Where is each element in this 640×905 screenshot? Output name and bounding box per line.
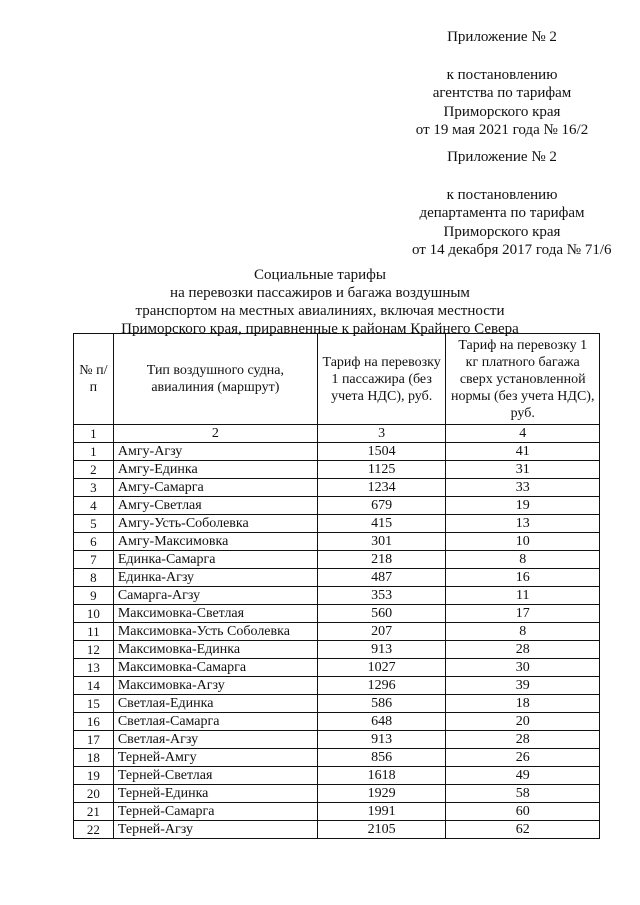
table-row [74, 659, 600, 677]
route-cell: Терней-Единка [113, 785, 317, 803]
passenger-tariff-cell: 913 [317, 641, 446, 659]
row-number: 2 [74, 461, 114, 479]
row-number: 12 [74, 641, 114, 659]
appendix-line: от 14 декабря 2017 года № 71/6 [412, 242, 612, 258]
passenger-tariff-cell: 415 [317, 515, 446, 533]
passenger-tariff-cell: 218 [317, 551, 446, 569]
table-row [74, 821, 600, 839]
row-number: 7 [74, 551, 114, 569]
passenger-tariff-cell: 1125 [317, 461, 446, 479]
baggage-tariff-cell: 17 [446, 605, 600, 623]
column-number: 2 [113, 425, 317, 443]
route-cell: Терней-Агзу [113, 821, 317, 839]
baggage-tariff-cell: 60 [446, 803, 600, 821]
passenger-tariff-cell: 353 [317, 587, 446, 605]
baggage-tariff-cell: 13 [446, 515, 600, 533]
baggage-tariff-cell: 58 [446, 785, 600, 803]
route-cell: Светлая-Единка [113, 695, 317, 713]
appendix-line: Приморского края [443, 103, 561, 120]
row-number: 15 [74, 695, 114, 713]
baggage-tariff-cell: 18 [446, 695, 600, 713]
title-line: Социальные тарифы [254, 267, 386, 283]
title-line: на перевозки пассажиров и багажа воздушным [170, 285, 470, 301]
route-cell: Максимовка-Агзу [113, 677, 317, 695]
table-row [74, 551, 600, 569]
route-cell: Амгу-Усть-Соболевка [113, 515, 317, 533]
row-number: 14 [74, 677, 114, 695]
header-passenger-tariff: Тариф на перевозку 1 пассажира (без учета НДС), руб. [317, 334, 446, 425]
row-number: 21 [74, 803, 114, 821]
baggage-tariff-cell: 20 [446, 713, 600, 731]
table-row [74, 461, 600, 479]
row-number: 17 [74, 731, 114, 749]
baggage-tariff-cell: 10 [446, 533, 600, 551]
header-baggage-tariff: Тариф на перевозку 1 кг платного багажа сверх установленной нормы (без учета НДС), руб. [446, 334, 600, 425]
row-number: 5 [74, 515, 114, 533]
route-cell: Максимовка-Самарга [113, 659, 317, 677]
route-cell: Амгу-Максимовка [113, 533, 317, 551]
route-cell: Светлая-Агзу [113, 731, 317, 749]
appendix-line: к постановлению [446, 66, 558, 83]
column-number: 4 [446, 425, 600, 443]
route-cell: Единка-Самарга [113, 551, 317, 569]
header-route: Тип воздушного судна, авиалиния (маршрут) [113, 334, 317, 425]
appendix-title: Приложение № 2 [447, 149, 557, 165]
route-cell: Терней-Амгу [113, 749, 317, 767]
table-row [74, 569, 600, 587]
baggage-tariff-cell: 8 [446, 551, 600, 569]
passenger-tariff-cell: 1504 [317, 443, 446, 461]
baggage-tariff-cell: 31 [446, 461, 600, 479]
baggage-tariff-cell: 28 [446, 731, 600, 749]
passenger-tariff-cell: 1929 [317, 785, 446, 803]
passenger-tariff-cell: 1296 [317, 677, 446, 695]
passenger-tariff-cell: 560 [317, 605, 446, 623]
baggage-tariff-cell: 19 [446, 497, 600, 515]
passenger-tariff-cell: 1991 [317, 803, 446, 821]
appendix-header-original [412, 148, 612, 260]
passenger-tariff-cell: 1027 [317, 659, 446, 677]
passenger-tariff-cell: 1618 [317, 767, 446, 785]
row-number: 3 [74, 479, 114, 497]
header-num: № п/п [74, 334, 114, 425]
table-row [74, 605, 600, 623]
route-cell: Светлая-Самарга [113, 713, 317, 731]
route-cell: Максимовка-Единка [113, 641, 317, 659]
table-row [74, 767, 600, 785]
baggage-tariff-cell: 62 [446, 821, 600, 839]
appendix-line: департамента по тарифам [419, 205, 585, 221]
table-row [74, 677, 600, 695]
table-row [74, 623, 600, 641]
row-number: 16 [74, 713, 114, 731]
table-body [74, 443, 600, 839]
table-row [74, 731, 600, 749]
route-cell: Амгу-Агзу [113, 443, 317, 461]
baggage-tariff-cell: 8 [446, 623, 600, 641]
baggage-tariff-cell: 26 [446, 749, 600, 767]
passenger-tariff-cell: 301 [317, 533, 446, 551]
row-number: 22 [74, 821, 114, 839]
route-cell: Амгу-Единка [113, 461, 317, 479]
route-cell: Амгу-Самарга [113, 479, 317, 497]
route-cell: Терней-Светлая [113, 767, 317, 785]
baggage-tariff-cell: 49 [446, 767, 600, 785]
table-row [74, 785, 600, 803]
row-number: 9 [74, 587, 114, 605]
table-row [74, 749, 600, 767]
table-row [74, 695, 600, 713]
row-number: 1 [74, 443, 114, 461]
column-number: 1 [74, 425, 114, 443]
passenger-tariff-cell: 487 [317, 569, 446, 587]
title-line: Приморского края, приравненные к районам Крайнего Севера [121, 321, 519, 337]
route-cell: Единка-Агзу [113, 569, 317, 587]
tariff-table [73, 333, 600, 839]
appendix-line: от 19 мая 2021 года № 16/2 [415, 122, 589, 138]
title-line: транспортом на местных авиалиниях, включая местности [135, 303, 505, 319]
row-number: 20 [74, 785, 114, 803]
row-number: 4 [74, 497, 114, 515]
baggage-tariff-cell: 16 [446, 569, 600, 587]
passenger-tariff-cell: 1234 [317, 479, 446, 497]
passenger-tariff-cell: 913 [317, 731, 446, 749]
passenger-tariff-cell: 586 [317, 695, 446, 713]
route-cell: Самарга-Агзу [113, 587, 317, 605]
table-row [74, 479, 600, 497]
row-number: 13 [74, 659, 114, 677]
table-header-row [74, 334, 600, 425]
table-row [74, 803, 600, 821]
appendix-line: Приморского края [443, 223, 561, 240]
document-title [70, 266, 570, 338]
row-number: 18 [74, 749, 114, 767]
table-row [74, 443, 600, 461]
table-row [74, 587, 600, 605]
baggage-tariff-cell: 33 [446, 479, 600, 497]
passenger-tariff-cell: 2105 [317, 821, 446, 839]
route-cell: Амгу-Светлая [113, 497, 317, 515]
table-row [74, 533, 600, 551]
route-cell: Терней-Самарга [113, 803, 317, 821]
table-row [74, 497, 600, 515]
row-number: 8 [74, 569, 114, 587]
appendix-line: к постановлению [446, 186, 558, 203]
table-row [74, 515, 600, 533]
baggage-tariff-cell: 39 [446, 677, 600, 695]
row-number: 10 [74, 605, 114, 623]
appendix-title: Приложение № 2 [447, 29, 557, 45]
route-cell: Максимовка-Усть Соболевка [113, 623, 317, 641]
table-row [74, 713, 600, 731]
baggage-tariff-cell: 41 [446, 443, 600, 461]
row-number: 19 [74, 767, 114, 785]
appendix-line: агентства по тарифам [432, 85, 572, 101]
row-number: 6 [74, 533, 114, 551]
column-number: 3 [317, 425, 446, 443]
table-row [74, 641, 600, 659]
row-number: 11 [74, 623, 114, 641]
appendix-header-current [412, 28, 592, 140]
passenger-tariff-cell: 856 [317, 749, 446, 767]
baggage-tariff-cell: 30 [446, 659, 600, 677]
passenger-tariff-cell: 679 [317, 497, 446, 515]
passenger-tariff-cell: 648 [317, 713, 446, 731]
baggage-tariff-cell: 11 [446, 587, 600, 605]
baggage-tariff-cell: 28 [446, 641, 600, 659]
route-cell: Максимовка-Светлая [113, 605, 317, 623]
column-number-row [74, 425, 600, 443]
passenger-tariff-cell: 207 [317, 623, 446, 641]
